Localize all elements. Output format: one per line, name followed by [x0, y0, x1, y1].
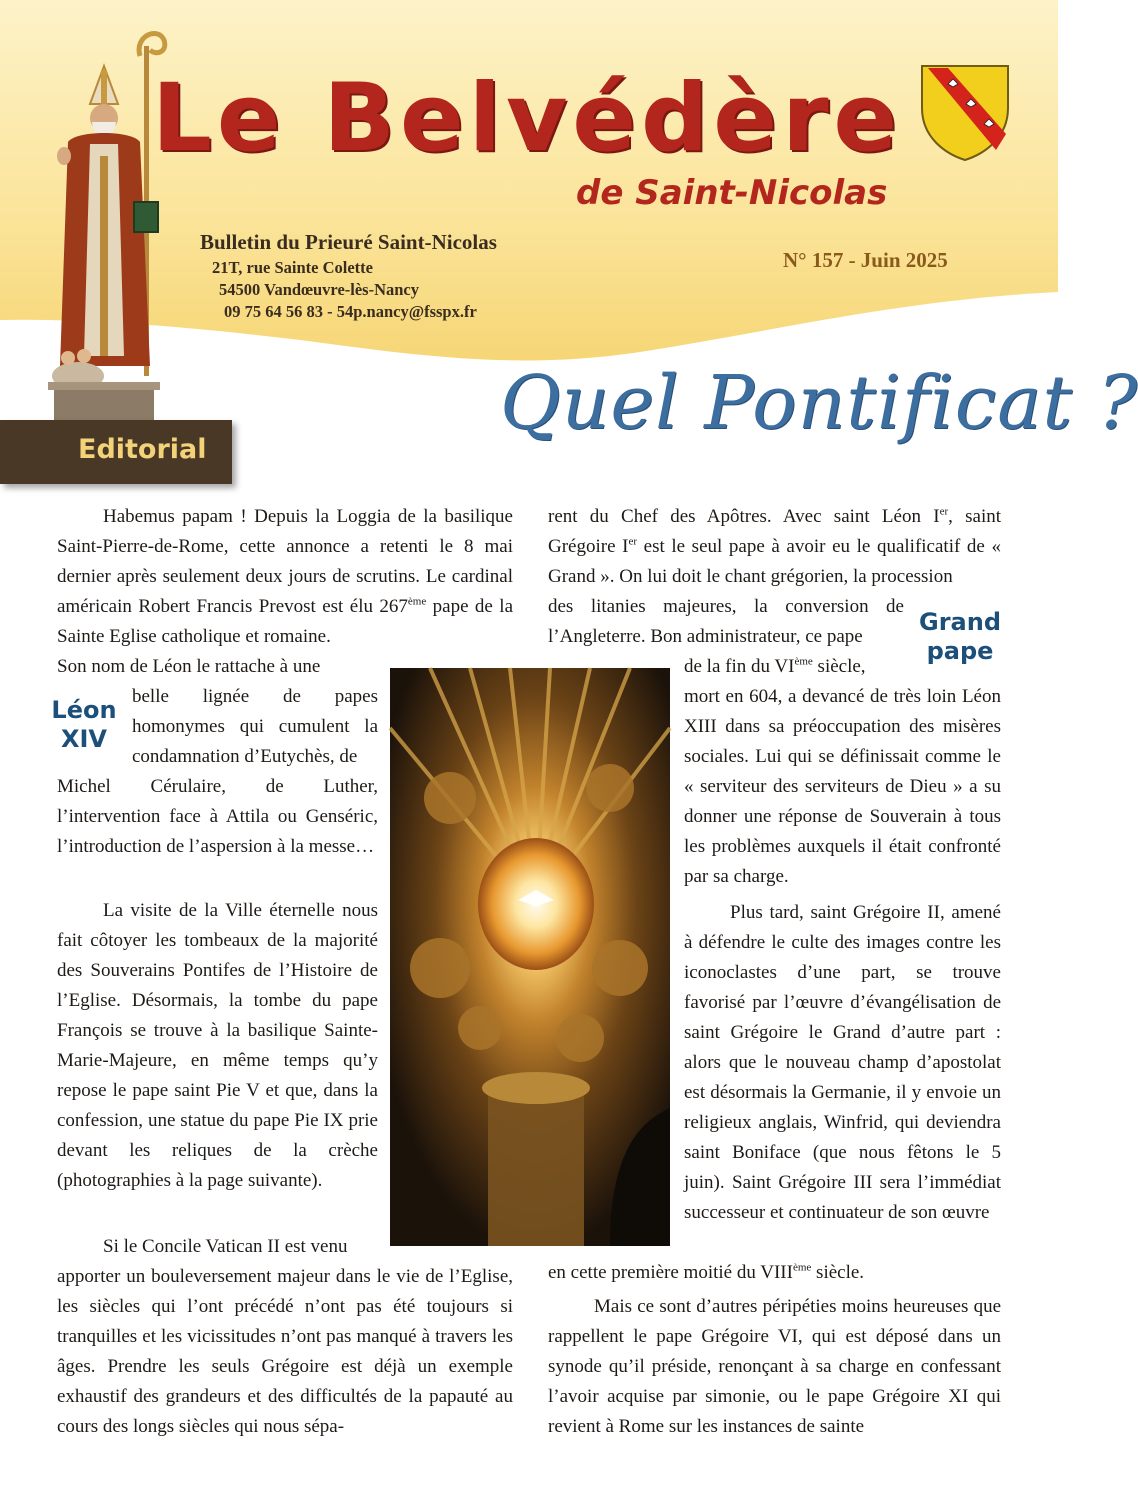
- section-tab-label: Editorial: [78, 434, 207, 465]
- address-city: 54500 Vandœuvre-lès-Nancy: [219, 280, 420, 299]
- issue-number: N° 157 - Juin 2025: [783, 248, 948, 272]
- masthead-title: Le Belvédère: [152, 64, 903, 173]
- bulletin-name: Bulletin du Prieuré Saint-Nicolas: [200, 230, 497, 254]
- right-paragraph-1d: mort en 604, a devancé de très loin Léon XIII dans sa préoccupation des misères sociales. Lui qui se définissait comme le « serviteur des serviteurs de Dieu » a su donner une réponse de Souverain à tous les problèmes auxquels il était confronté par sa charge.: [684, 686, 1001, 887]
- right-paragraph-2-end: en cette première moitié du VIIIème siècle.: [548, 1261, 865, 1283]
- sidehead-leon-xiv: Léon XIV: [51, 696, 117, 753]
- saint-nicolas-statue-image: [38, 26, 168, 422]
- left-paragraph-1: Habemus papam ! Depuis la Loggia de la basilique Saint-Pierre-de-Rome, cette annonce a retenti le 8 mai dernier après seulement deux jours de scrutins. Le cardinal américain Robert Francis Prevost est élu 267ème pape de la Sainte Eglise catholique et romaine.: [57, 506, 513, 647]
- left-paragraph-1b: Son nom de Léon le rattache à une: [57, 656, 321, 677]
- left-paragraph-1c: belle lignée de papes homonymes qui cumulent la condamnation d’Eutychès, de: [132, 686, 378, 767]
- left-paragraph-3a: Si le Concile Vatican II est venu: [103, 1236, 348, 1257]
- contact-line: 09 75 64 56 83 - 54p.nancy@fsspx.fr: [224, 302, 477, 321]
- address-street: 21T, rue Sainte Colette: [212, 258, 373, 277]
- left-paragraph-3b: apporter un bouleversement majeur dans le vie de l’Eglise, les siècles qui l’ont précédé n’ont pas été toujours si tranquilles et les vicissitudes n’ont pas manqué à travers les âges. Prendre les seuls Grégoire est déjà un exemple exhaustif des grandeurs et des difficultés de la papauté au cours des longs siècles qui nous sépa-: [57, 1266, 513, 1437]
- article-title: Quel Pontificat ?: [500, 360, 1138, 446]
- sidehead-grand-pape: Grand pape: [919, 608, 1001, 665]
- left-paragraph-2: La visite de la Ville éternelle nous fait côtoyer les tombeaux de la majorité des Souverains Pontifes de l’Histoire de l’Eglise. Désormais, la tombe du pape François se trouve à la basilique Sainte-Marie-Majeure, en même temps qu’y repose le pape saint Pie V et que, dans la confession, une statue du pape Pie IX prie devant les reliques de la crèche (photographies à la page suivante).: [57, 900, 378, 1191]
- right-paragraph-3: Mais ce sont d’autres péripéties moins heureuses que rappellent le pape Grégoire VI, qui est déposé dans un synode qu’il préside, renonçant à sa charge en confessant l’avoir acquise par simonie, ou le pape Grégoire XI qui revient à Rome sur les instances de sainte: [548, 1296, 1001, 1437]
- right-paragraph-1b: des litanies majeures, la conversion de l’Angleterre. Bon administrateur, ce pape: [548, 596, 904, 647]
- cathedra-petri-photo: [390, 668, 670, 1246]
- right-paragraph-1c: de la fin du VIème siècle,: [684, 655, 866, 677]
- right-paragraph-1a: rent du Chef des Apôtres. Avec saint Léon Ier, saint Grégoire Ier est le seul pape à avoir eu le qualificatif de « Grand ». On lui doit le chant grégorien, la procession: [548, 505, 1001, 587]
- left-paragraph-1d: Michel Cérulaire, de Luther, l’intervention face à Attila ou Genséric, l’introduction de l’aspersion à la messe…: [57, 776, 378, 857]
- lorraine-coat-of-arms-icon: [918, 62, 1012, 162]
- masthead-subtitle: de Saint-Nicolas: [576, 173, 888, 213]
- right-paragraph-2: Plus tard, saint Grégoire II, amené à défendre le culte des images contre les iconoclastes d’une part, se trouve favorisé par l’œuvre d’évangélisation de saint Grégoire le Grand d’autre part : alors que le nouveau champ d’apostolat est désormais la Germanie, il y envoie un religieux anglais, Winfrid, qui deviendra saint Boniface (que nous fêtons le 5 juin). Saint Grégoire III sera l’immédiat successeur et continuateur de son œuvre: [684, 902, 1001, 1223]
